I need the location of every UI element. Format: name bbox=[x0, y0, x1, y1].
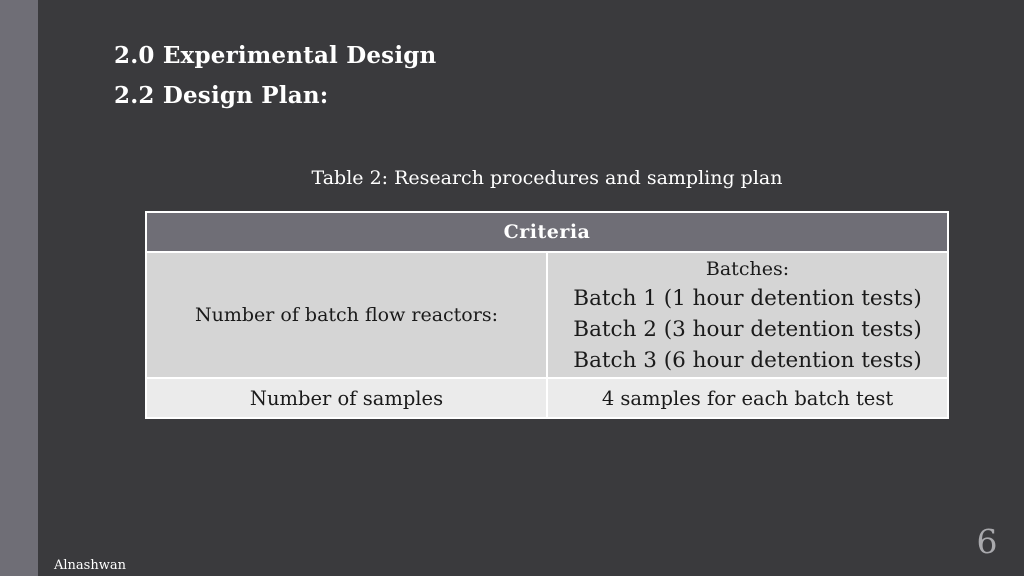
plan-table bbox=[145, 211, 949, 419]
batch-1-line: Batch 1 (1 hour detention tests) bbox=[573, 285, 922, 311]
section-heading: 2.0 Experimental Design bbox=[114, 42, 437, 69]
samples-label-cell: Number of samples bbox=[146, 378, 547, 418]
table-row bbox=[146, 378, 948, 418]
batch-3-line: Batch 3 (6 hour detention tests) bbox=[573, 347, 922, 373]
table-row bbox=[146, 252, 948, 378]
batches-title: Batches: bbox=[705, 257, 790, 280]
author-footer: Alnashwan bbox=[54, 558, 126, 573]
side-accent-bar bbox=[0, 0, 38, 576]
samples-value-cell: 4 samples for each batch test bbox=[547, 378, 948, 418]
subsection-heading: 2.2 Design Plan: bbox=[114, 82, 329, 109]
table-caption: Table 2: Research procedures and sampling plan bbox=[311, 167, 783, 189]
batches-cell bbox=[547, 252, 948, 378]
plan-table-container bbox=[145, 211, 949, 419]
criteria-header: Criteria bbox=[146, 212, 948, 252]
reactors-label-cell: Number of batch flow reactors: bbox=[146, 252, 547, 378]
page-number: 6 bbox=[976, 522, 998, 561]
batch-2-line: Batch 2 (3 hour detention tests) bbox=[573, 316, 922, 342]
table-header-row bbox=[146, 212, 948, 252]
